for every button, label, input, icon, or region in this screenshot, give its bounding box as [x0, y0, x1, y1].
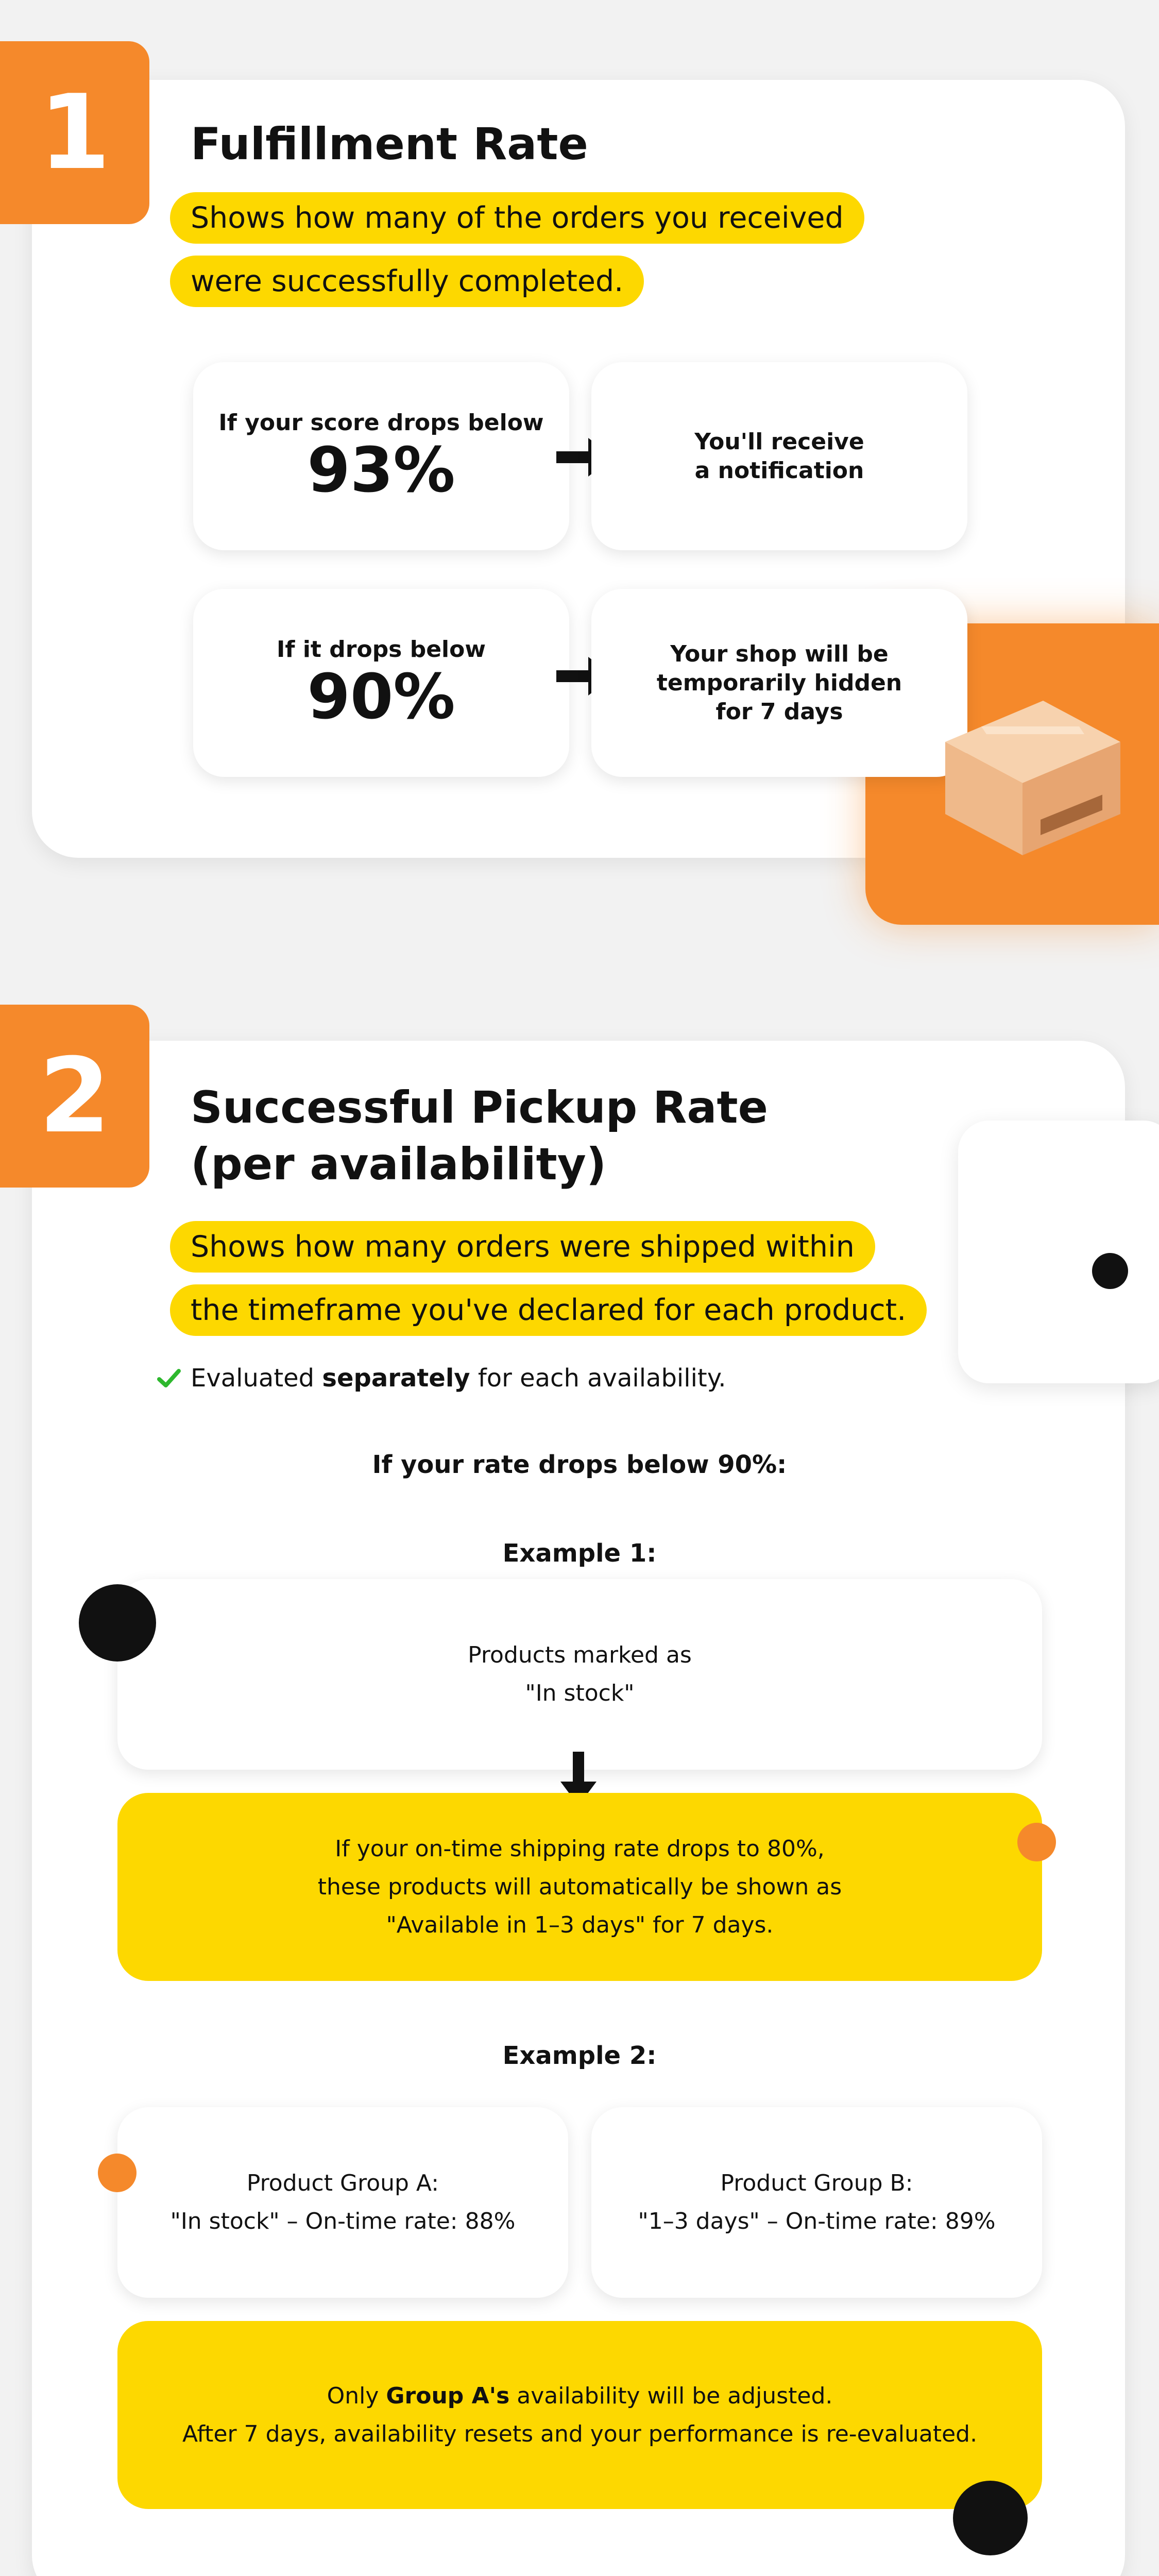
- section2-title-line1: Successful Pickup Rate: [191, 1082, 768, 1133]
- section1-number: 1: [39, 72, 111, 193]
- decorative-dot: [98, 2154, 137, 2192]
- evaluated-note-pre: Evaluated: [191, 1364, 322, 1393]
- rule1-value: 93%: [307, 434, 455, 506]
- section2-description-line2: the timeframe you've declared for each product.: [170, 1284, 927, 1336]
- example2-label: Example 2:: [502, 2041, 657, 2070]
- example1-products-card: [117, 1579, 1042, 1770]
- section1-title: Fulfillment Rate: [191, 118, 588, 170]
- example2-result-card: [117, 2321, 1042, 2509]
- example1-result-card: [117, 1793, 1042, 1981]
- group-b-line1: Product Group B:: [720, 2170, 913, 2196]
- checkmark-icon: [157, 1368, 181, 1388]
- example2-result-line1: [327, 2377, 833, 2415]
- example1-products-line2: "In stock": [525, 1680, 635, 1706]
- example2-result-pre: Only: [327, 2382, 386, 2409]
- example2-result-post: availability will be adjusted.: [509, 2382, 833, 2409]
- package-box-icon: [914, 685, 1131, 860]
- example2-result-line2: After 7 days, availability resets and your performance is re-evaluated.: [182, 2420, 978, 2447]
- section1-description-line1: Shows how many of the orders you received: [170, 192, 864, 244]
- rule2-result-card: [591, 589, 967, 777]
- example1-products-line1: Products marked as: [468, 1642, 692, 1668]
- example2-result-bold: Group A's: [386, 2382, 510, 2409]
- rule1-result-line1: You'll receive: [694, 428, 864, 455]
- rule2-result-line3: for 7 days: [715, 698, 843, 725]
- group-a-card: [117, 2107, 568, 2298]
- section2-number-badge: [0, 1005, 149, 1188]
- rate-threshold-heading: If your rate drops below 90%:: [372, 1450, 787, 1479]
- example1-result-line3: "Available in 1–3 days" for 7 days.: [386, 1911, 774, 1938]
- decorative-dot: [1017, 1823, 1056, 1861]
- example1-result-line2: these products will automatically be shown as: [317, 1873, 842, 1900]
- example1-result-line1: If your on-time shipping rate drops to 80%,: [335, 1835, 825, 1862]
- decorative-dot: [79, 1584, 156, 1662]
- group-b-card: [591, 2107, 1042, 2298]
- section2-description-line1: Shows how many orders were shipped within: [170, 1221, 875, 1273]
- section1-description-line2: were successfully completed.: [170, 256, 644, 307]
- group-a-line1: Product Group A:: [246, 2170, 439, 2196]
- rule2-value: 90%: [307, 661, 455, 733]
- evaluated-note-bold: separately: [322, 1364, 470, 1393]
- evaluated-note: [191, 1363, 726, 1394]
- decorative-dot: [953, 2481, 1028, 2555]
- section2-title-line2: (per availability): [191, 1139, 607, 1190]
- rule1-result-line2: a notification: [694, 457, 864, 484]
- rule2-threshold-card: [193, 589, 569, 777]
- group-b-line2: "1–3 days" – On-time rate: 89%: [638, 2208, 996, 2234]
- rule1-label: If your score drops below: [218, 409, 544, 436]
- evaluated-note-post: for each availability.: [470, 1364, 726, 1393]
- rule1-result-card: [591, 362, 967, 550]
- decorative-side-card: [958, 1121, 1159, 1383]
- example1-label: Example 1:: [502, 1539, 657, 1568]
- rule2-label: If it drops below: [277, 636, 486, 663]
- rule2-result-line2: temporarily hidden: [656, 669, 902, 696]
- section2-number: 2: [39, 1036, 111, 1156]
- rule2-result-line1: Your shop will be: [670, 640, 889, 667]
- section1-number-badge: [0, 41, 149, 224]
- decorative-dot: [1092, 1253, 1128, 1289]
- rule1-threshold-card: [193, 362, 569, 550]
- group-a-line2: "In stock" – On-time rate: 88%: [170, 2208, 516, 2234]
